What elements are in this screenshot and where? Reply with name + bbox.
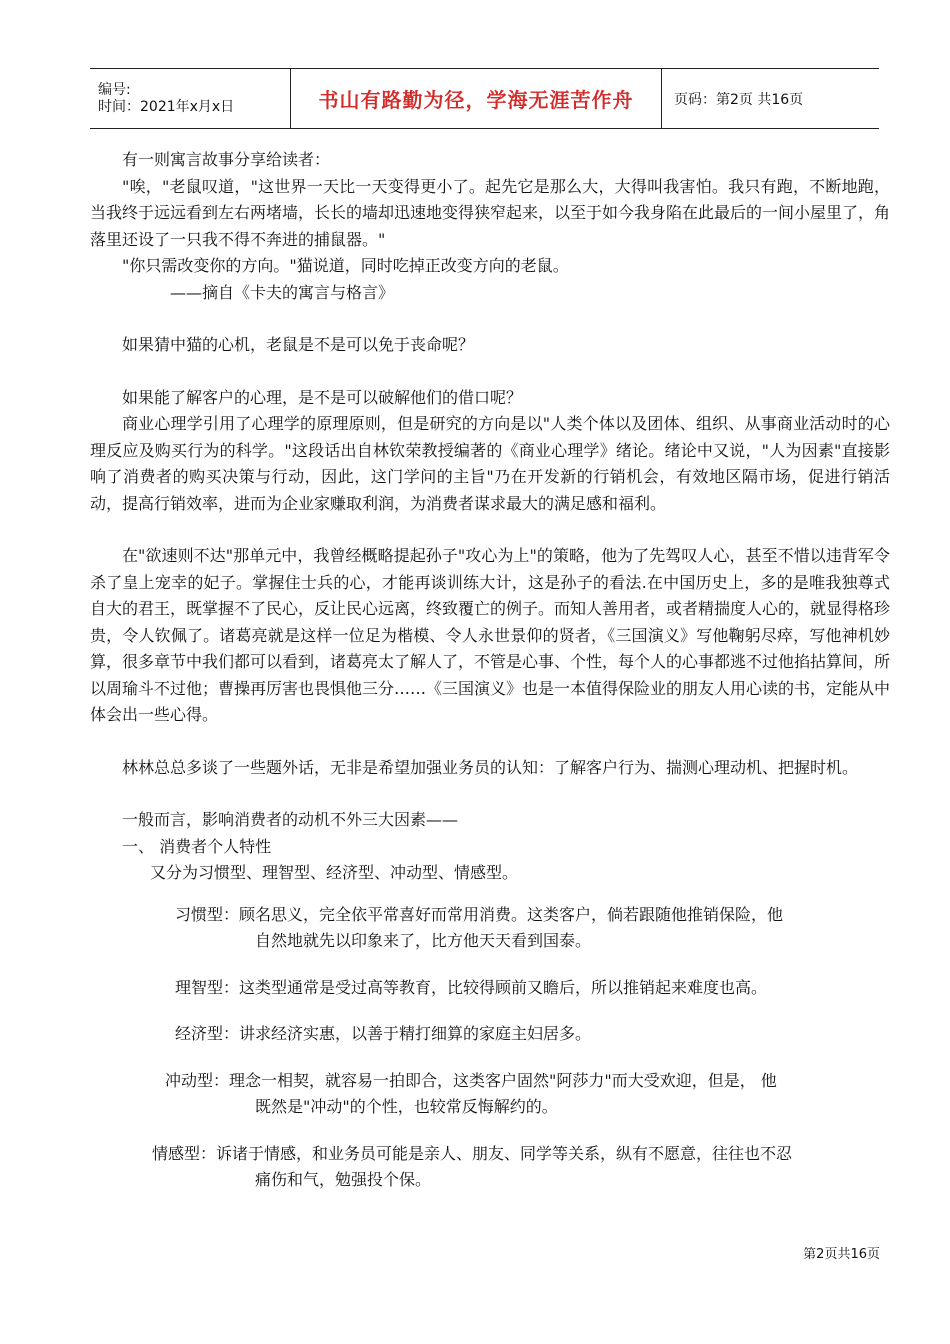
section-heading: 一、 消费者个人特性 — [122, 836, 272, 856]
type-impulsive — [90, 1068, 890, 1121]
page-footer: 第2页共16页 — [803, 1247, 880, 1262]
type-economic-text: 经济型：讲求经济实惠，以善于精打细算的家庭主妇居多。 — [175, 1024, 592, 1043]
page-header — [90, 68, 879, 129]
paragraph: "你只需改变你的方向。"猫说道，同时吃掉正改变方向的老鼠。 — [122, 256, 569, 275]
type-habit-line2: 自然地就先以印象来了，比方他天天看到国泰。 — [255, 931, 592, 950]
type-emotional-line2: 痛伤和气，勉强投个保。 — [255, 1170, 432, 1189]
type-habit-line1: 习惯型：顾名思义，完全依平常喜好而常用消费。这类客户，倘若跟随他推销保险，他 — [175, 904, 784, 924]
paragraph: 在"欲速则不达"那单元中，我曾经概略提起孙子"攻心为上"的策略，他为了先驾叹人心，甚至不惜以违背军令杀了皇上宠幸的妃子。掌握住士兵的心，才能再谈训练大计，这是孙子的看法.在中国历史上，多的是唯我独尊式自大的君王，既掌握不了民心，反让民心远离，终致覆亡的例子。而知人善用者，或者精揣度人心的，就显得格珍贵，令人钦佩了。诸葛亮就是这样一位足为楷模、令人永世景仰的贤者，《三国演义》写他鞠躬尽瘁，写他神机妙算，很多章节中我们都可以看到，诸葛亮太了解人了，不管是心事、个性，每个人的心事都逃不过他掐拈算间，所以周瑜斗不过他；曹操再厉害也畏惧他三分……《三国演义》也是一本值得保险业的朋友人用心读的书，定能从中体会出一些心得。 — [90, 546, 891, 724]
type-rational-text: 理智型：这类型通常是受过高等教育，比较得顾前又瞻后，所以推销起来难度也高。 — [175, 977, 768, 997]
paragraph: 一般而言，影响消费者的动机不外三大因素—— — [122, 810, 459, 829]
paragraph: 如果猜中猫的心机，老鼠是不是可以免于丧命呢？ — [122, 335, 475, 354]
time-label: 时间：2021年x月x日 — [98, 98, 235, 115]
type-habit — [90, 902, 890, 955]
paragraph: 有一则寓言故事分享给读者： — [122, 150, 331, 169]
header-motto-cell — [290, 69, 662, 128]
type-emotional — [90, 1141, 890, 1194]
type-rational — [90, 975, 890, 1002]
type-impulsive-line1: 冲动型：理念一相契，就容易一拍即合，这类客户固然"阿莎力"而大受欢迎，但是， 他 — [165, 1070, 777, 1090]
citation: ——摘自《卡夫的寓言与格言》 — [170, 282, 395, 302]
motto: 书山有路勤为径，学海无涯苦作舟 — [318, 88, 634, 112]
paragraph: "唉，"老鼠叹道，"这世界一天比一天变得更小了。起先它是那么大，大得叫我害怕。我只有跑，不断地跑，当我终于远远看到左右两堵墙，长长的墙却迅速地变得狭窄起来，以至于如今我身陷在此最后的一间小屋里了，角落里还设了一只我不得不奔进的捕鼠器。" — [90, 176, 891, 249]
type-impulsive-line2: 既然是"冲动"的个性，也较常反悔解约的。 — [255, 1097, 558, 1116]
number-label: 编号: — [98, 81, 131, 98]
header-meta — [90, 69, 290, 128]
page-label: 页码：第2页 共16页 — [674, 91, 804, 108]
paragraph: 又分为习惯型、理智型、经济型、冲动型、情感型。 — [150, 863, 519, 882]
paragraph: 商业心理学引用了心理学的原理原则，但是研究的方向是以"人类个体以及团体、组织、从事商业活动时的心理反应及购买行为的科学。"这段话出自林钦荣教授编著的《商业心理学》绪论。绪论中又说，"人为因素"直接影响了消费者的购买决策与行动，因此，这门学问的主旨"乃在开发新的行销机会，有效地区隔市场，促进行销活动，提高行销效率，进而为企业家赚取利润，为消费者谋求最大的满足感和福利。 — [90, 414, 890, 513]
paragraph: 如果能了解客户的心理，是不是可以破解他们的借口呢？ — [122, 387, 523, 407]
paragraph: 林林总总多谈了一些题外话，无非是希望加强业务员的认知：了解客户行为、揣测心理动机、把握时机。 — [122, 757, 859, 777]
document-body — [90, 147, 890, 1194]
type-economic — [90, 1021, 890, 1048]
header-page-cell — [662, 69, 879, 128]
type-emotional-line1: 情感型：诉诸于情感，和业务员可能是亲人、朋友、同学等关系，纵有不愿意，往往也不忍 — [152, 1143, 793, 1163]
